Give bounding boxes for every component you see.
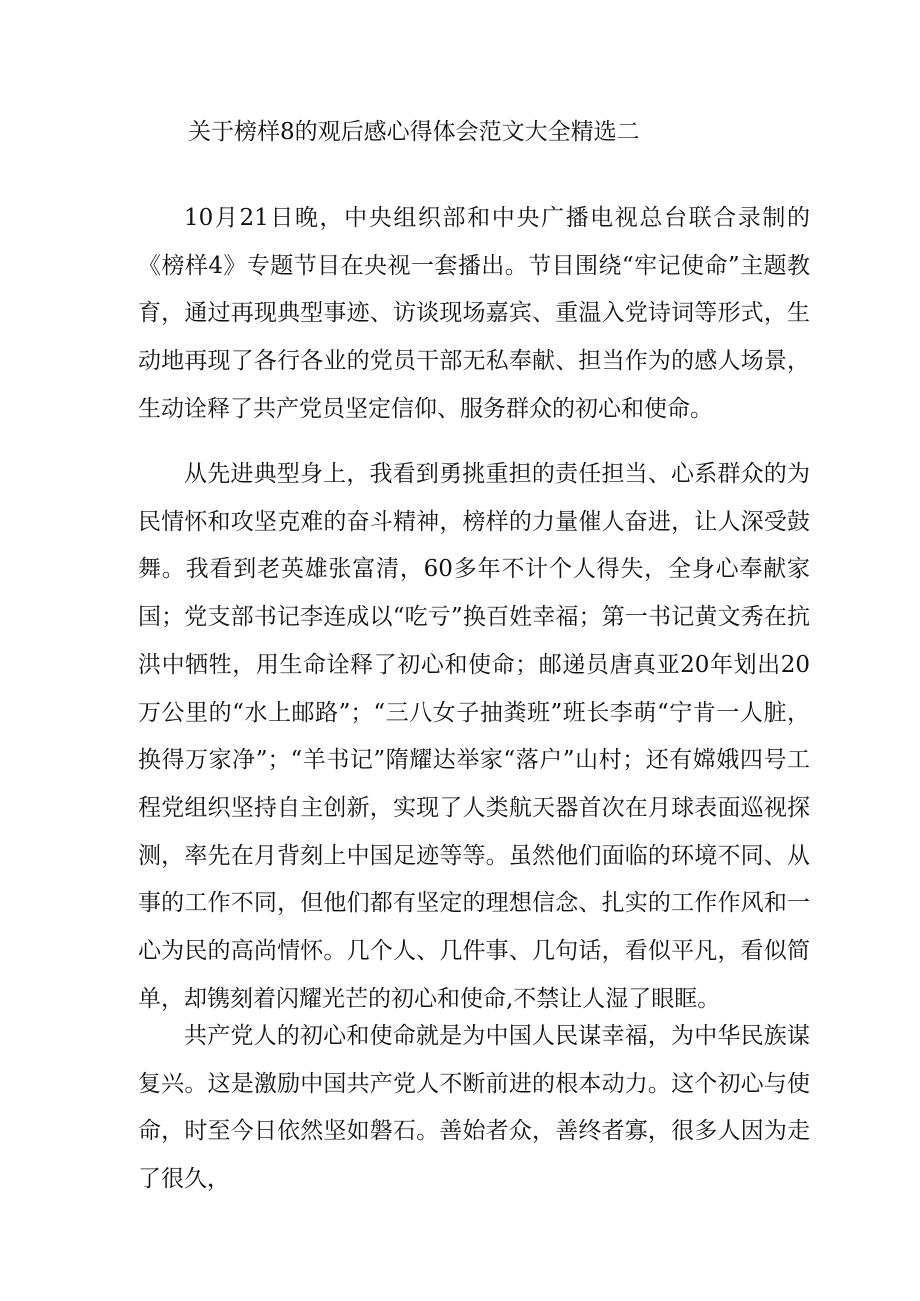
document-title: 关于榜样8的观后感心得体会范文大全精选二 — [188, 119, 640, 145]
paragraph-3: 共产党人的初心和使命就是为中国人民谋幸福，为中华民族谋复兴。这是激励中国共产党人不断前进的根本动力。这个初心与使命，时至今日依然坚如磐石。善始者众，善终者寡，很多人因为走了很久， — [138, 1023, 810, 1193]
paragraph-2: 从先进典型身上，我看到勇挑重担的责任担当、心系群众的为民情怀和攻坚克难的奋斗精神，榜样的力量催人奋进，让人深受鼓舞。我看到老英雄张富清，60多年不计个人得失，全身心奉献家国；党支部书记李连成以“吃亏”换百姓幸福；第一书记黄文秀在抗洪中牺牲，用生命诠释了初心和使命；邮递员唐真亚20年划出20万公里的“水上邮路”；“三八女子抽粪班”班长李萌“宁肯一人脏，换得万家净”；“羊书记”隋耀达举家“落户”山村；还有嫦娥四号工程党组织坚持自主创新，实现了人类航天器首次在月球表面巡视探测，率先在月背刻上中国足迹等等。虽然他们面临的环境不同、从事的工作不同，但他们都有坚定的理想信念、扎实的工作作风和一心为民的高尚情怀。几个人、几件事、几句话，看似平凡，看似简单，却镌刻着闪耀光芒的初心和使命,不禁让人湿了眼眶。 — [138, 461, 810, 1012]
paragraph-1: 10月21日晚，中央组织部和中央广播电视总台联合录制的《榜样4》专题节目在央视一套播出。节目围绕“牢记使命”主题教育，通过再现典型事迹、访谈现场嘉宾、重温入党诗词等形式，生动地再现了各行各业的党员干部无私奉献、担当作为的感人场景，生动诠释了共产党员坚定信仰、服务群众的初心和使命。 — [138, 205, 810, 422]
